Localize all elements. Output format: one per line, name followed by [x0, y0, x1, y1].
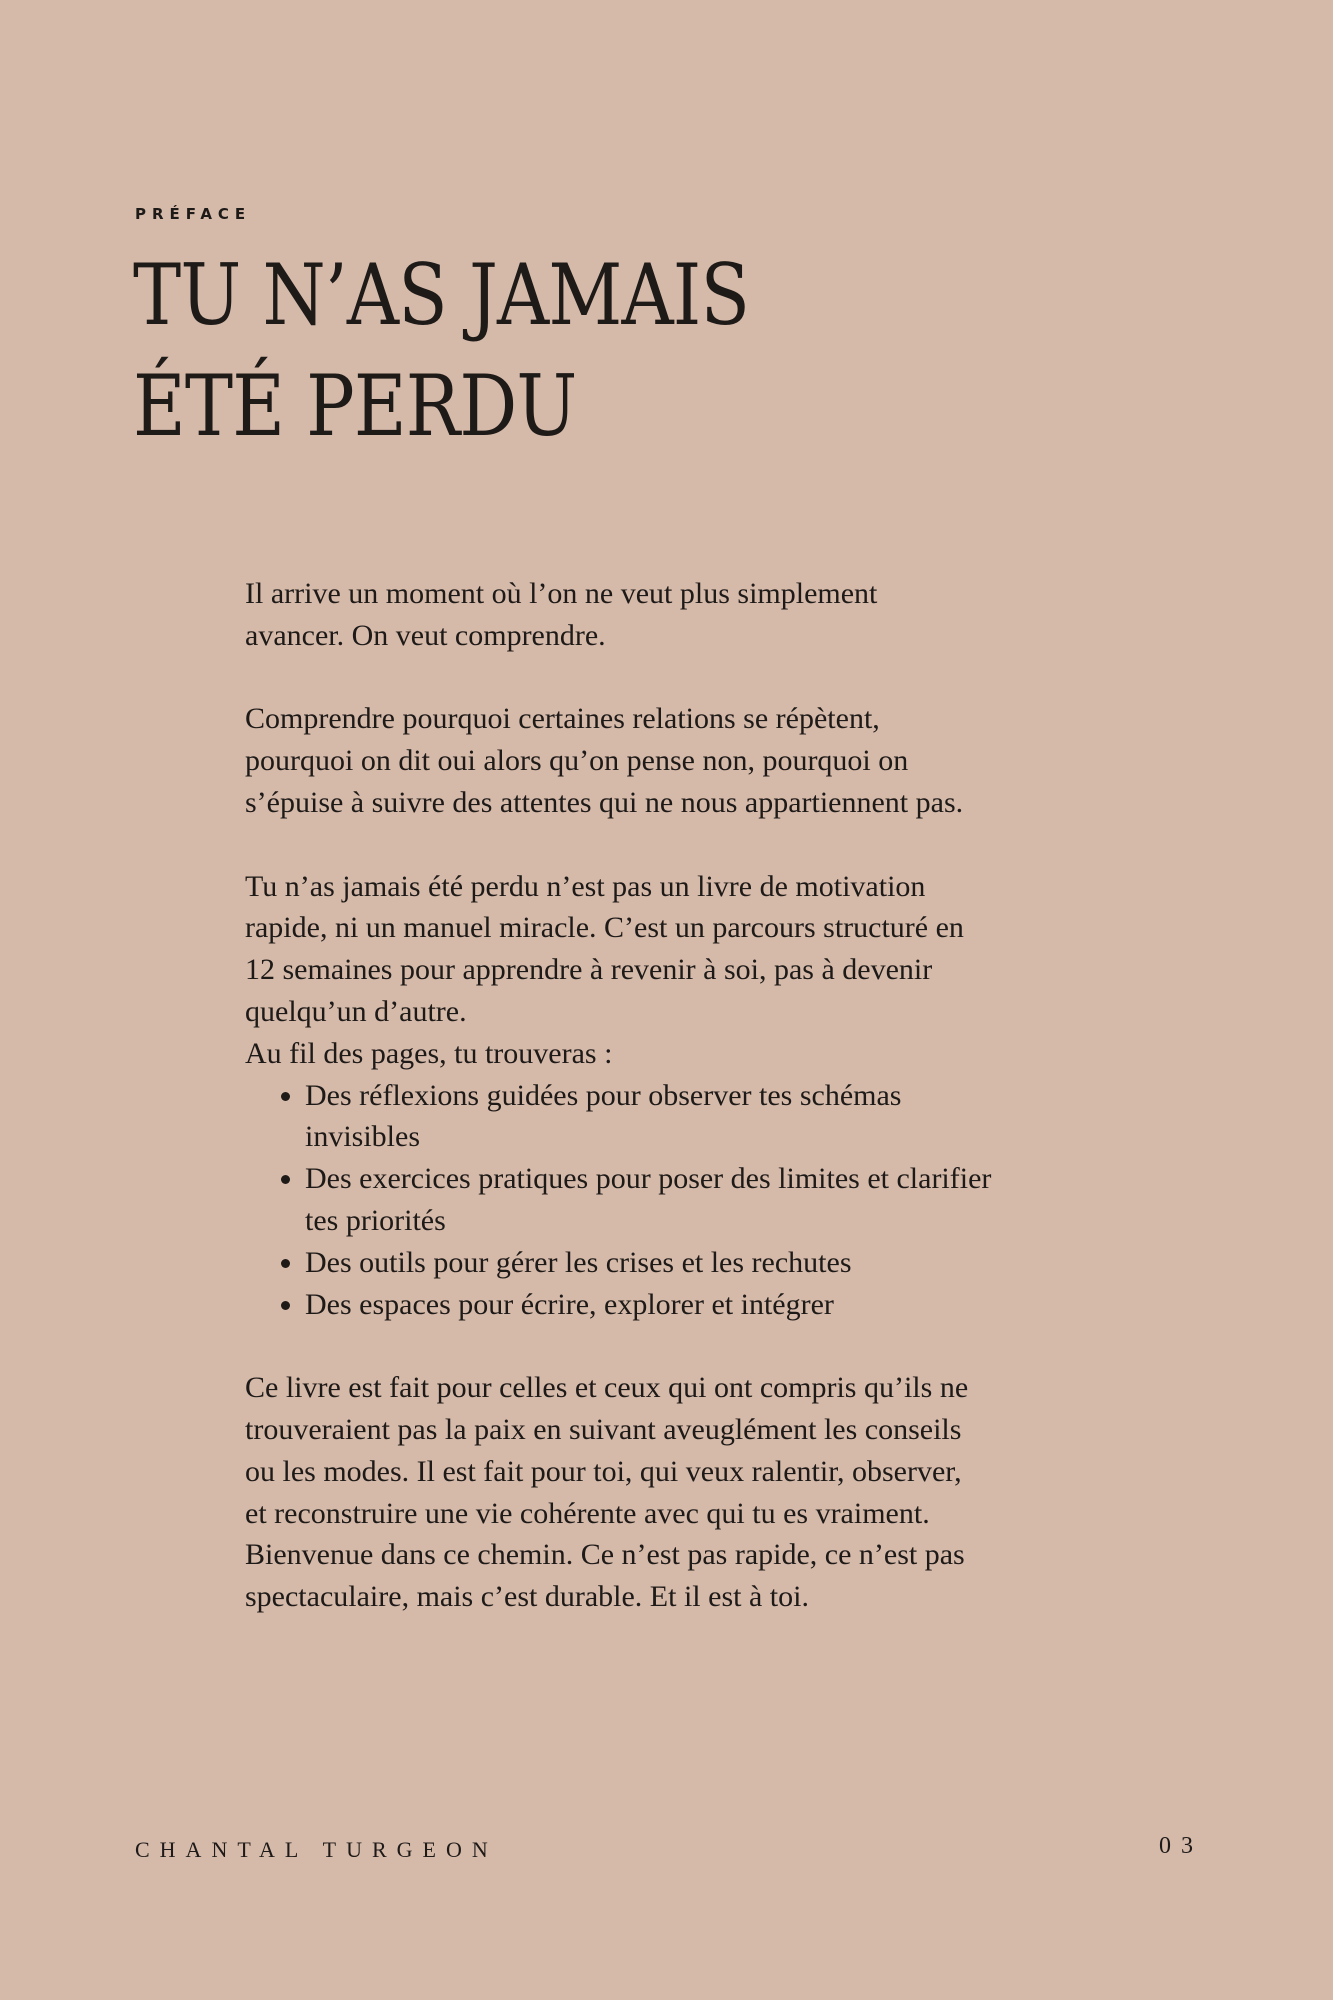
- paragraph-1-line-2: avancer. On veut comprendre.: [245, 618, 606, 652]
- paragraph-5-line-2: spectaculaire, mais c’est durable. Et il est à toi.: [245, 1580, 809, 1614]
- list-intro: Au fil des pages, tu trouveras :: [245, 1036, 613, 1070]
- paragraph-5-line-1: Bienvenue dans ce chemin. Ce n’est pas rapide, ce n’est pas: [245, 1538, 965, 1572]
- paragraph-2: [245, 698, 1105, 823]
- paragraph-4-line-1: Ce livre est fait pour celles et ceux qui ont compris qu’ils ne: [245, 1371, 969, 1405]
- list-item-line-1: Des exercices pratiques pour poser des limites et clarifier: [305, 1162, 992, 1196]
- paragraph-2-line-3: s’épuise à suivre des attentes qui ne nous appartiennent pas.: [245, 785, 964, 819]
- page-title: [133, 240, 749, 462]
- page-title-line-2: ÉTÉ PERDU: [133, 357, 577, 455]
- list-item: [305, 1158, 1105, 1242]
- section-label: PRÉFACE: [135, 205, 252, 223]
- list-item-line-1: Des espaces pour écrire, explorer et intégrer: [305, 1287, 834, 1321]
- list-item: [305, 1075, 1105, 1159]
- paragraph-3-line-3: 12 semaines pour apprendre à revenir à soi, pas à devenir: [245, 953, 933, 987]
- list-item-line-1: Des réflexions guidées pour observer tes schémas: [305, 1078, 902, 1112]
- footer-author: CHANTAL TURGEON: [135, 1837, 498, 1862]
- paragraph-4-line-3: ou les modes. Il est fait pour toi, qui veux ralentir, observer,: [245, 1454, 962, 1488]
- paragraph-4-line-2: trouveraient pas la paix en suivant aveuglément les conseils: [245, 1412, 962, 1446]
- paragraph-4-line-4: et reconstruire une vie cohérente avec qui tu es vraiment.: [245, 1496, 930, 1530]
- paragraph-3-line-1: Tu n’as jamais été perdu n’est pas un livre de motivation: [245, 869, 926, 903]
- page-number: 03: [1159, 1833, 1203, 1859]
- paragraph-3: [245, 866, 1105, 1033]
- paragraph-1: [245, 573, 1105, 657]
- paragraph-1-line-1: Il arrive un moment où l’on ne veut plus simplement: [245, 577, 878, 610]
- paragraph-3-line-4: quelqu’un d’autre.: [245, 994, 467, 1028]
- bullet-list: [245, 1075, 1105, 1326]
- list-item-line-1: Des outils pour gérer les crises et les rechutes: [305, 1245, 852, 1279]
- list-item: [305, 1284, 1105, 1326]
- page-title-line-1: TU N’AS JAMAIS: [133, 246, 750, 344]
- paragraph-3-line-2: rapide, ni un manuel miracle. C’est un parcours structuré en: [245, 911, 964, 945]
- paragraph-5: [245, 1534, 1105, 1618]
- list-item-line-2: tes priorités: [305, 1203, 446, 1237]
- paragraph-4: [245, 1367, 1105, 1534]
- paragraph-2-line-1: Comprendre pourquoi certaines relations se répètent,: [245, 702, 880, 736]
- body-text: [245, 573, 1105, 1618]
- list-item: [305, 1242, 1105, 1284]
- paragraph-2-line-2: pourquoi on dit oui alors qu’on pense non, pourquoi on: [245, 744, 909, 778]
- list-item-line-2: invisibles: [305, 1120, 421, 1154]
